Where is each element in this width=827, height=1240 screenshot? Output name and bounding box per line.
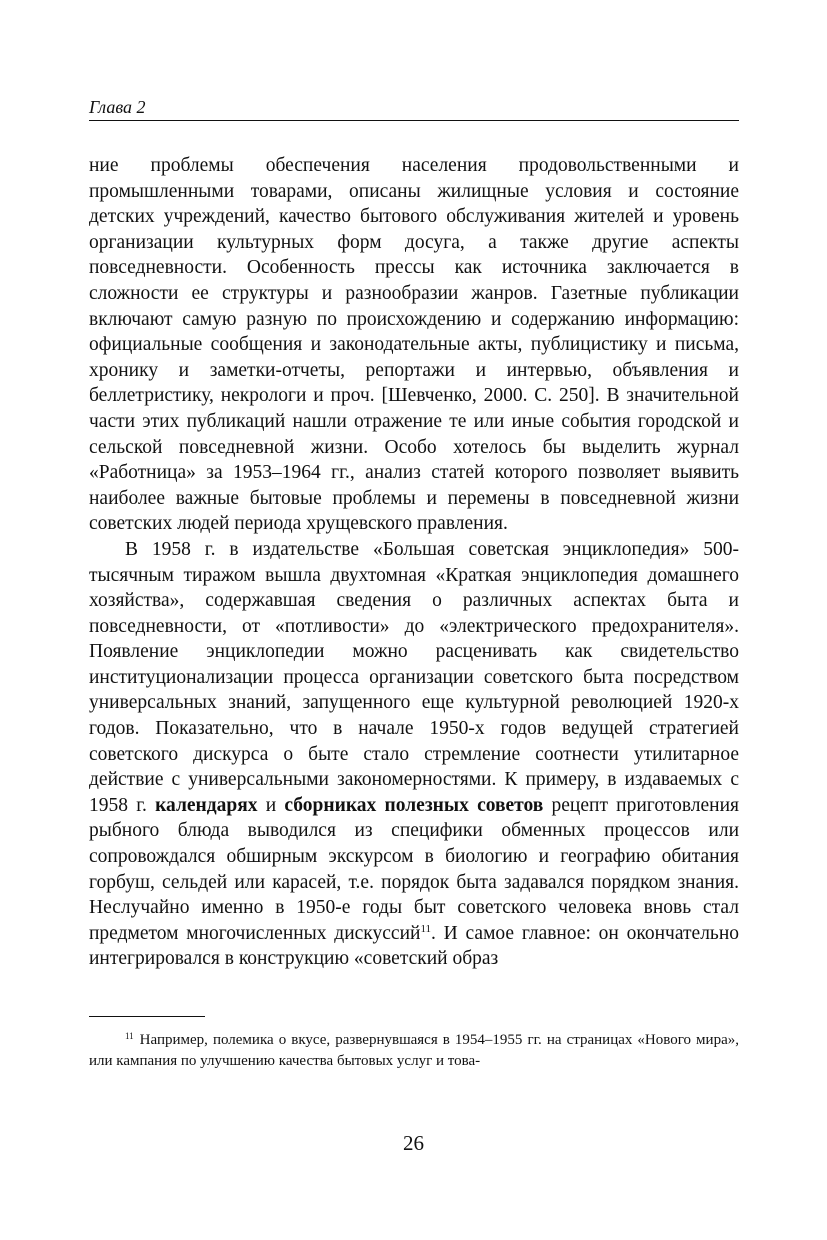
paragraph-2-part-b: и — [257, 794, 285, 816]
paragraph-2-part-a: В 1958 г. в издательстве «Большая советская энциклопедия» 500-тысячным тиражом вышла двухтомная «Краткая энциклопедия домашнего хозяйства», содержавшая сведения о различных аспектах быта и повседневности, от «потливости» до «электрического предохранителя». Появление энциклопедии можно расценивать как свидетельство институционализации процесса организации советского быта посредством универсальных знаний, запущенного еще культурной революцией 1920-х годов. Показательно, что в начале 1950-х годов ведущей стратегией советского дискурса о быте стало стремление соотнести утилитарное действие с универсальными закономерностями. К примеру, в издаваемых с 1958 г. — [89, 538, 739, 816]
header-rule — [89, 120, 739, 121]
paragraph-2-part-c: рецепт приготовления рыбного блюда выводился из специфики обменных процессов или сопровождался обширным экскурсом в биологию и географию обитания горбуш, сельдей или карасей, т.е. порядок быта задавался порядком знания. Неслучайно именно в 1950-е годы быт советского человека вновь стал предметом многочисленных дискуссий — [89, 794, 739, 944]
page-number: 26 — [403, 1131, 424, 1155]
running-head: Глава 2 — [89, 97, 146, 117]
footnote-rule — [89, 1016, 205, 1017]
footnote-text: Например, полемика о вкусе, развернувшаяся в 1954–1955 гг. на страницах «Нового мира», или кампания по улучшению качества бытовых услуг и това- — [89, 1032, 739, 1069]
body-text — [89, 153, 739, 972]
footnote-reference[interactable]: 11 — [420, 922, 432, 935]
bold-term-advice-collections: сборниках полезных советов — [284, 794, 544, 816]
paragraph-2-part-d: . И самое главное: он окончательно интегрировался в конструкцию «советский образ — [89, 922, 739, 970]
footnote — [89, 1026, 739, 1072]
footnote-number: 11 — [125, 1031, 134, 1041]
paragraph-2 — [89, 537, 739, 972]
paragraph-1: ние проблемы обеспечения населения продовольственными и промышленными товарами, описаны жилищные условия и состояние детских учреждений, качество бытового обслуживания жителей и уровень организации культурных форм досуга, а также другие аспекты повседневности. Особенность прессы как источника заключается в сложности ее структуры и разнообразии жанров. Газетные публикации включают самую разную по происхождению и содержанию информацию: официальные сообщения и законодательные акты, публицистику и письма, хронику и заметки-отчеты, репортажи и интервью, объявления и беллетристику, некрологи и проч. [Шевченко, 2000. С. 250]. В значительной части этих публикаций нашли отражение те или иные события городской и сельской повседневной жизни. Особо хотелось бы выделить журнал «Работница» за 1953–1964 гг., анализ статей которого позволяет выявить наиболее важные бытовые проблемы и перемены в повседневной жизни советских людей периода хрущевского правления. — [89, 155, 739, 535]
bold-term-calendars: календарях — [155, 794, 258, 816]
